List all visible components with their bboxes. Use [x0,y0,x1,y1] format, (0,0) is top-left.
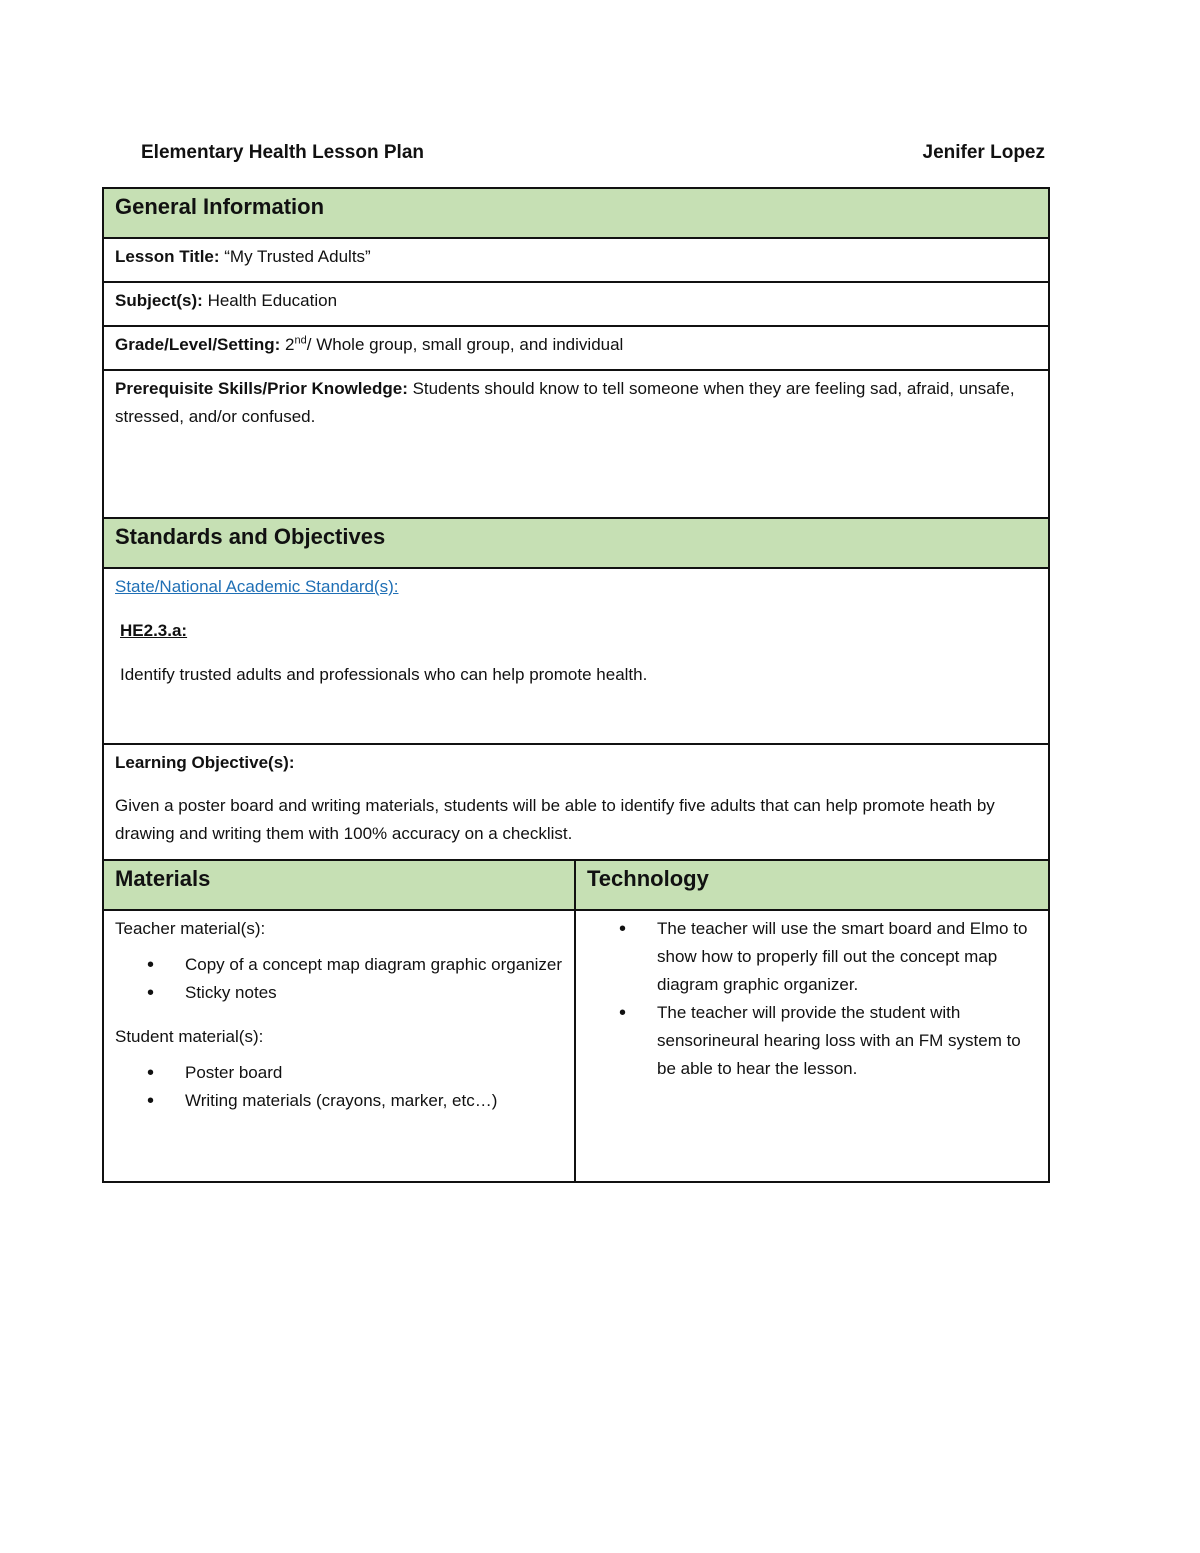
materials-technology-header-row [103,860,1049,910]
subject-value: Health Education [202,291,338,310]
list-item: • Sticky notes [185,979,563,1007]
grade-value-number: 2 [280,335,295,354]
technology-cell [575,910,1049,1182]
list-item: • The teacher will use the smart board and Elmo to show how to properly fill out the concept map diagram graphic organizer. [657,915,1037,999]
list-item: • Copy of a concept map diagram graphic organizer [185,951,563,979]
prerequisite-row [103,370,1049,518]
subject-label: Subject(s): [115,291,203,310]
subject-row [103,282,1049,326]
lesson-plan-table [102,187,1050,1183]
standards-row [103,568,1049,744]
materials-heading: Materials [103,860,575,910]
document-title: Elementary Health Lesson Plan [141,142,424,163]
standards-header-row [103,518,1049,568]
teacher-materials-list [115,951,563,1007]
prerequisite-label: Prerequisite Skills/Prior Knowledge: [115,379,408,398]
standard-text: Identify trusted adults and professionals who can help promote health. [120,665,648,684]
standard-code: HE2.3.a: [120,621,188,640]
lesson-title-row [103,238,1049,282]
technology-list [587,915,1037,1083]
grade-value-setting: / Whole group, small group, and individual [306,335,624,354]
materials-technology-row [103,910,1049,1182]
grade-label: Grade/Level/Setting: [115,335,281,354]
list-item: • Poster board [185,1059,563,1087]
learning-objective-label: Learning Objective(s): [115,753,295,772]
student-materials-label: Student material(s): [115,1027,264,1046]
technology-heading: Technology [575,860,1049,910]
learning-objective-row [103,744,1049,860]
prerequisite-value: Students should know to tell someone when they are feeling sad, afraid, unsafe, stressed, and/or confused. [115,379,1015,426]
standards-heading: Standards and Objectives [103,518,1049,568]
author-name: Jenifer Lopez [922,142,1045,163]
general-information-heading: General Information [103,188,1049,238]
standards-link[interactable]: State/National Academic Standard(s): [115,577,399,596]
lesson-title-label: Lesson Title: [115,247,220,266]
list-item: • Writing materials (crayons, marker, etc…) [185,1087,563,1115]
student-materials-list [115,1059,563,1115]
general-information-header-row [103,188,1049,238]
grade-value-superscript: nd [294,334,307,347]
page-header [141,142,1045,164]
teacher-materials-label: Teacher material(s): [115,919,266,938]
materials-cell [103,910,575,1182]
lesson-title-value: “My Trusted Adults” [219,247,371,266]
learning-objective-text: Given a poster board and writing materials, students will be able to identify five adults that can help promote heath by drawing and writing them with 100% accuracy on a checklist. [115,796,995,843]
grade-row [103,326,1049,370]
list-item: • The teacher will provide the student with sensorineural hearing loss with an FM system to be able to hear the lesson. [657,999,1037,1083]
